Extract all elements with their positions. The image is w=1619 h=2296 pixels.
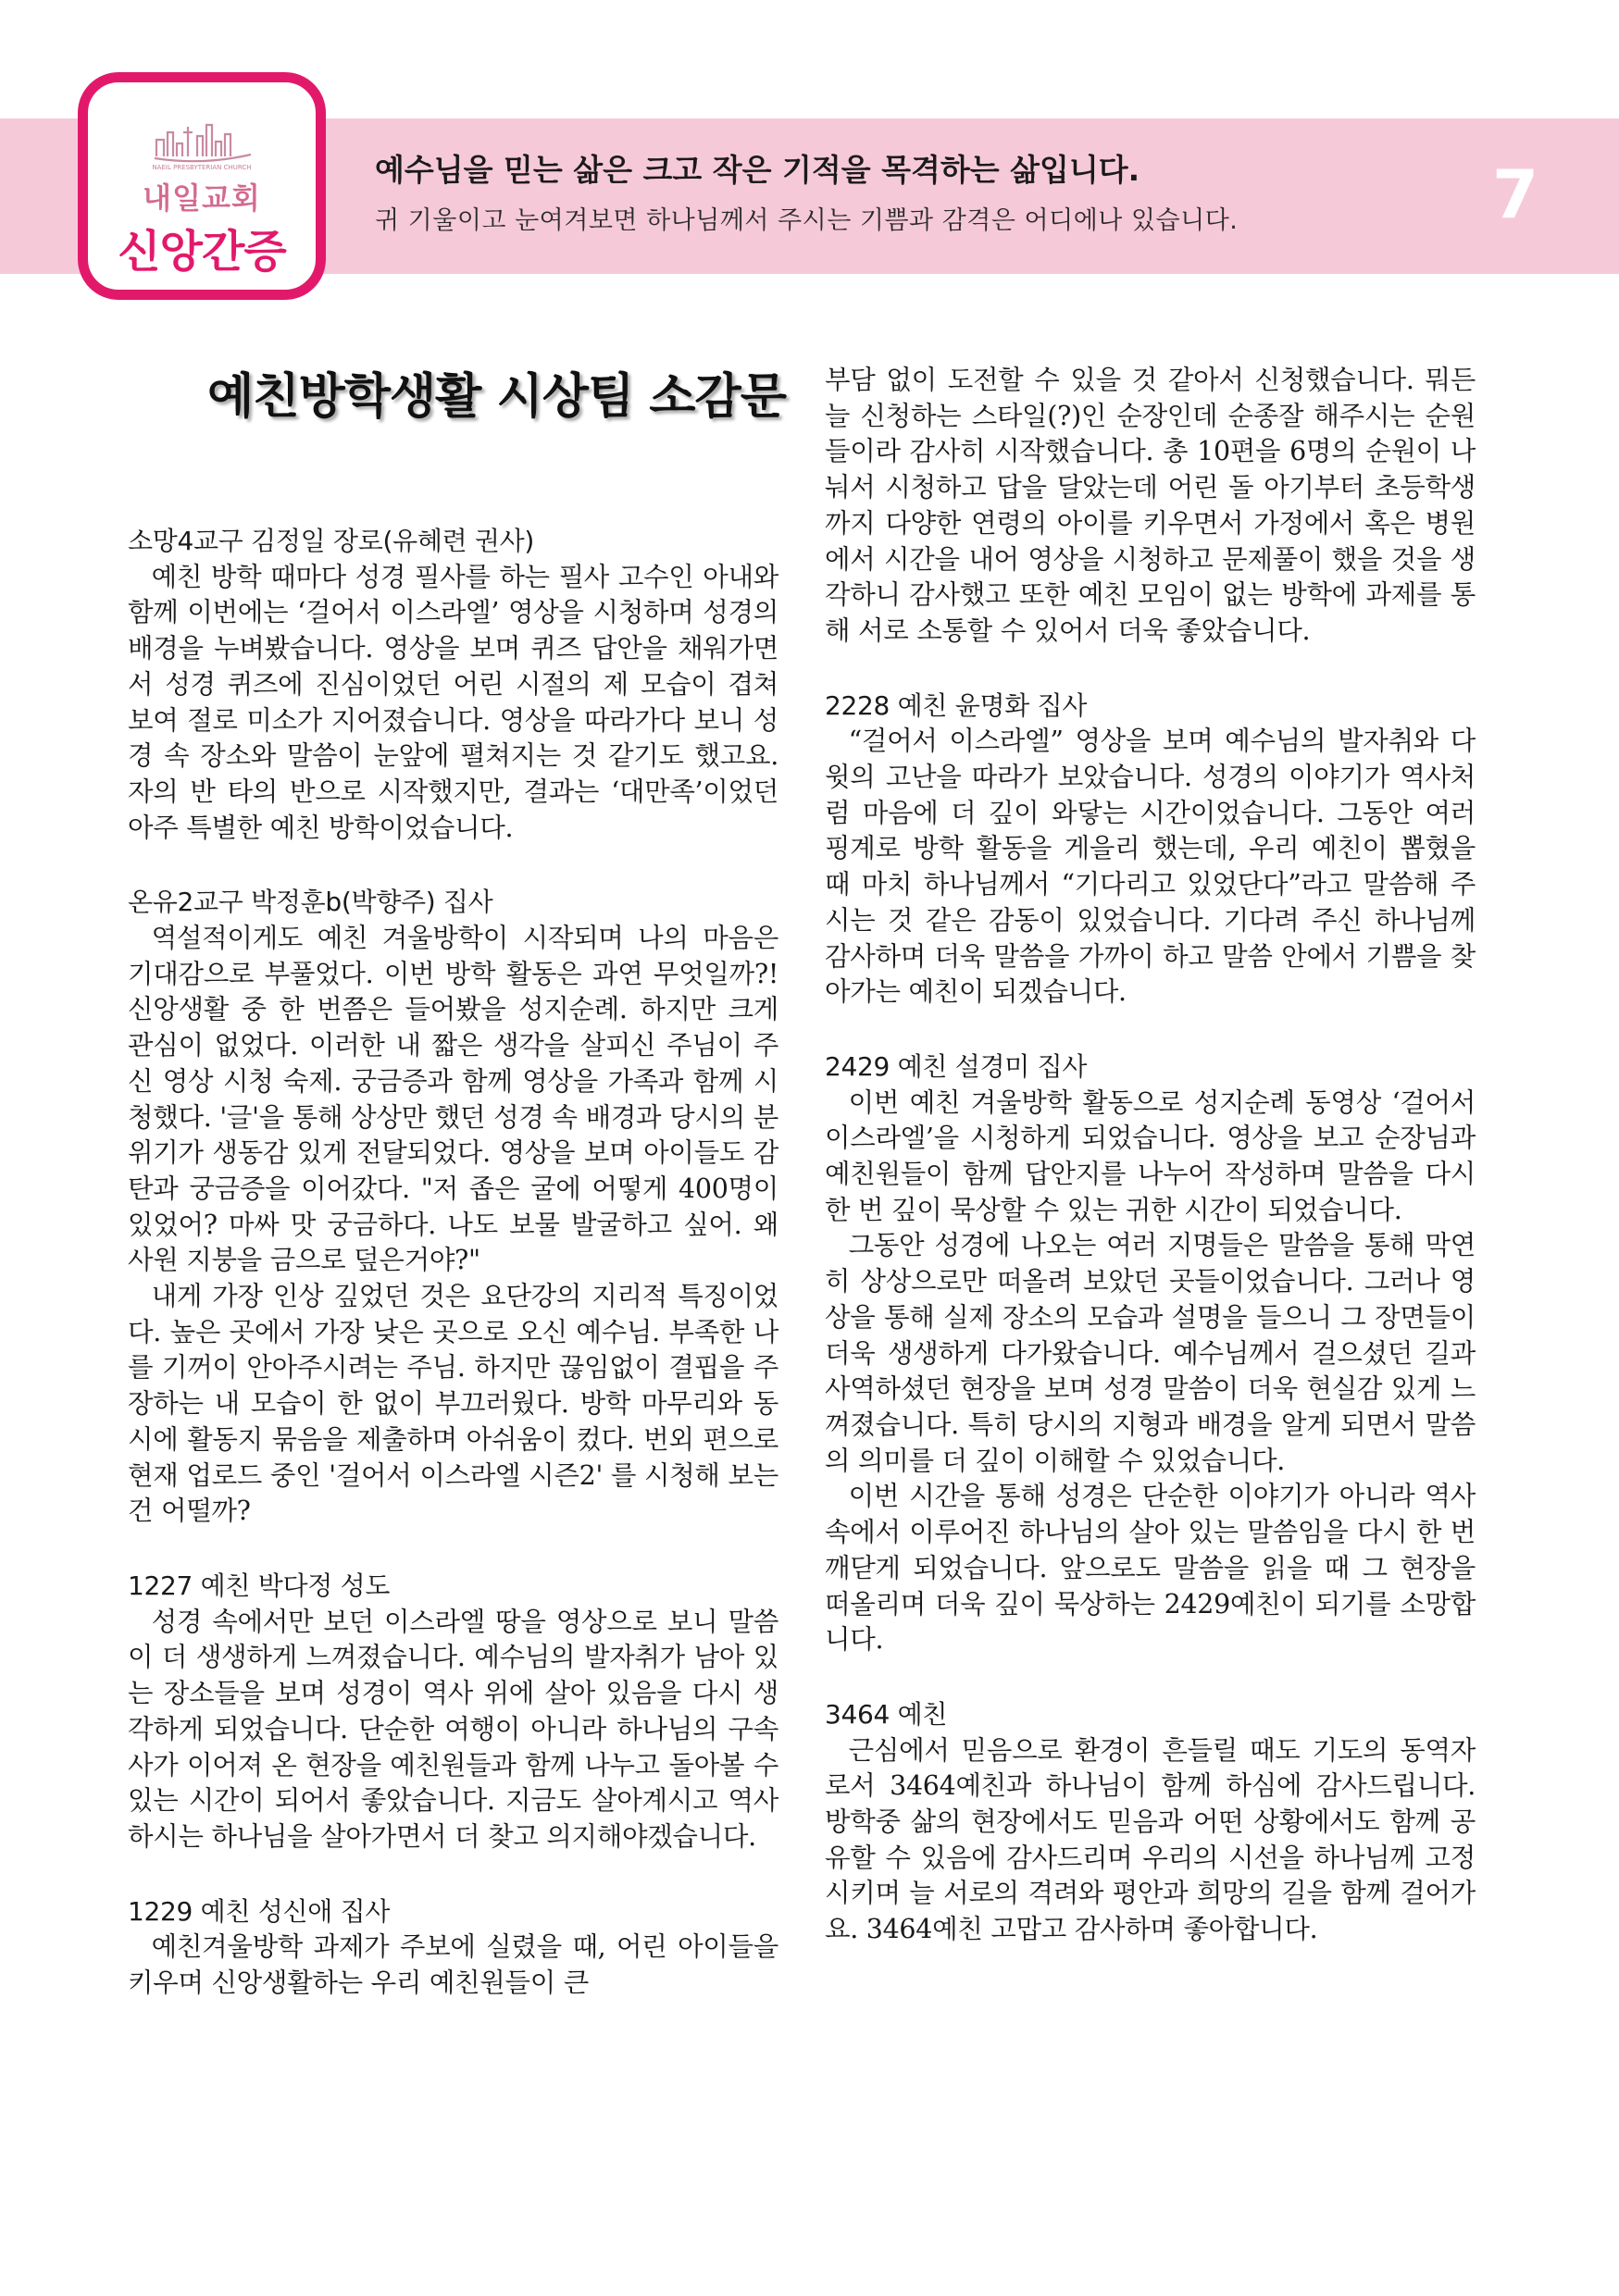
- header-subline: 귀 기울이고 눈여겨보면 하나님께서 주시는 기쁨과 감격은 어디에나 있습니다.: [375, 206, 1239, 235]
- testimony-paragraph: 예친겨울방학 과제가 주보에 실렸을 때, 어린 아이들을 키우며 신앙생활하는 우리 예친원들이 큰: [128, 1931, 778, 1999]
- testimony-paragraph: 내게 가장 인상 깊었던 것은 요단강의 지리적 특징이었다. 높은 곳에서 가장 낮은 곳으로 오신 예수님. 부족한 나를 기꺼이 안아주시려는 주님. 하지만 끊임없이 결핍을 주장하는 내 모습이 한 없이 부끄러웠다. 방학 마무리와 동시에 활동지 묶음을 제출하며 아쉬움이 컸다. 번외 편으로 현재 업로드 중인 '걸어서 이스라엘 시즌2' 를 시청해 보는 건 어떨까?: [128, 1281, 778, 1527]
- testimony-entry-continued: [825, 363, 1476, 650]
- testimony-paragraph: 이번 예친 겨울방학 활동으로 성지순례 동영상 ‘걸어서 이스라엘’을 시청하게 되었습니다. 영상을 보고 순장님과 예친원들이 함께 답안지를 나누어 작성하며 말씀을 다시 한 번 깊이 묵상할 수 있는 귀한 시간이 되었습니다.: [825, 1086, 1476, 1225]
- right-column: [825, 363, 1476, 1987]
- testimony-paragraph: 그동안 성경에 나오는 여러 지명들은 말씀을 통해 막연히 상상으로만 떠올려 보았던 곳들이었습니다. 그러나 영상을 통해 실제 장소의 모습과 설명을 들으니 그 장면들이 더욱 생생하게 다가왔습니다. 예수님께서 걸으셨던 길과 사역하셨던 현장을 보며 성경 말씀이 더욱 현실감 있게 느껴졌습니다. 특히 당시의 지형과 배경을 알게 되면서 말씀의 의미를 더 깊이 이해할 수 있었습니다.: [825, 1230, 1476, 1476]
- church-skyline-icon: [153, 119, 253, 164]
- testimony-entry: [128, 1894, 778, 2002]
- testimony-entry: [825, 1049, 1476, 1658]
- testimony-author: 3464 예친: [825, 1698, 948, 1730]
- testimony-entry: [128, 524, 778, 846]
- testimony-paragraph: “걸어서 이스라엘” 영상을 보며 예수님의 발자취와 다윗의 고난을 따라가 보았습니다. 성경의 이야기가 역사처럼 마음에 더 깊이 와닿는 시간이었습니다. 그동안 여러 핑계로 방학 활동을 게을리 했는데, 우리 예친이 뽑혔을 때 마치 하나님께서 “기다리고 있었단다”라고 말씀해 주시는 것 같은 감동이 있었습니다. 기다려 주신 하나님께 감사하며 더욱 말씀을 가까이 하고 말씀 안에서 기쁨을 찾아가는 예친이 되겠습니다.: [825, 726, 1476, 1008]
- left-column: [128, 524, 778, 2041]
- testimony-author: 온유2교구 박정훈b(박향주) 집사: [128, 887, 493, 918]
- testimony-paragraph: 이번 시간을 통해 성경은 단순한 이야기가 아니라 역사 속에서 이루어진 하나님의 살아 있는 말씀임을 다시 한 번 깨닫게 되었습니다. 앞으로도 말씀을 읽을 때 그 현장을 떠올리며 더욱 깊이 묵상하는 2429예친이 되기를 소망합니다.: [825, 1481, 1476, 1656]
- article-title: 예친방학생활 시상팀 소감문: [207, 369, 786, 425]
- testimony-author: 2429 예친 설경미 집사: [825, 1050, 1088, 1082]
- page-number: 7: [1492, 155, 1539, 233]
- testimony-paragraph: 근심에서 믿음으로 환경이 흔들릴 때도 기도의 동역자로서 3464예친과 하나님이 함께 하심에 감사드립니다. 방학중 삶의 현장에서도 믿음과 어떤 상황에서도 함께 공유할 수 있음에 감사드리며 우리의 시선을 하나님께 고정시키며 늘 서로의 격려와 평안과 희망의 길을 함께 걸어가요. 3464예친 고맙고 감사하며 좋아합니다.: [825, 1734, 1476, 1945]
- testimony-entry: [128, 885, 778, 1530]
- church-name: 내일교회: [143, 180, 261, 216]
- testimony-entry: [825, 1697, 1476, 1948]
- testimony-entry: [128, 1569, 778, 1855]
- testimony-author: 1227 예친 박다정 성도: [128, 1570, 391, 1601]
- testimony-paragraph: 예친 방학 때마다 성경 필사를 하는 필사 고수인 아내와 함께 이번에는 ‘걸어서 이스라엘’ 영상을 시청하며 성경의 배경을 누벼봤습니다. 영상을 보며 퀴즈 답안을 채워가면서 성경 퀴즈에 진심이었던 어린 시절의 제 모습이 겹쳐 보여 절로 미소가 지어졌습니다. 영상을 따라가다 보니 성경 속 장소와 말씀이 눈앞에 펼쳐지는 것 같기도 했고요. 자의 반 타의 반으로 시작했지만, 결과는 ‘대만족’이었던 아주 특별한 예친 방학이었습니다.: [128, 561, 778, 843]
- testimony-paragraph: 성경 속에서만 보던 이스라엘 땅을 영상으로 보니 말씀이 더 생생하게 느껴졌습니다. 예수님의 발자취가 남아 있는 장소들을 보며 성경이 역사 위에 살아 있음을 다시 생각하게 되었습니다. 단순한 여행이 아니라 하나님의 구속사가 이어져 온 현장을 예친원들과 함께 나누고 돌아볼 수 있는 시간이 되어서 좋았습니다. 지금도 살아계시고 역사하시는 하나님을 살아가면서 더 찾고 의지해야겠습니다.: [128, 1606, 778, 1852]
- header-headline: 예수님을 믿는 삶은 크고 작은 기적을 목격하는 삶입니다.: [375, 152, 1140, 188]
- testimony-author: 소망4교구 김정일 장로(유혜련 권사): [128, 526, 535, 556]
- testimony-author: 2228 예친 윤명화 집사: [825, 689, 1088, 721]
- section-label: 신앙간증: [118, 226, 286, 278]
- section-logo: [78, 72, 326, 300]
- church-name-small: NAEIL PRESBYTERIAN CHURCH: [152, 164, 252, 171]
- testimony-paragraph: 부담 없이 도전할 수 있을 것 같아서 신청했습니다. 뭐든 늘 신청하는 스타일(?)인 순장인데 순종잘 해주시는 순원들이라 감사히 시작했습니다. 총 10편을 6명의 순원이 나눠서 시청하고 답을 달았는데 어린 돌 아기부터 초등학생까지 다양한 연령의 아이를 키우면서 가정에서 혹은 병원에서 시간을 내어 영상을 시청하고 문제풀이 했을 것을 생각하니 감사했고 또한 예친 모임이 없는 방학에 과제를 통해 서로 소통할 수 있어서 더욱 좋았습니다.: [825, 365, 1476, 646]
- testimony-author: 1229 예친 성신애 집사: [128, 1895, 391, 1927]
- testimony-entry: [825, 689, 1476, 1011]
- testimony-paragraph: 역설적이게도 예친 겨울방학이 시작되며 나의 마음은 기대감으로 부풀었다. 이번 방학 활동은 과연 무엇일까?! 신앙생활 중 한 번쯤은 들어봤을 성지순례. 하지만 크게 관심이 없었다. 이러한 내 짧은 생각을 살피신 주님이 주신 영상 시청 숙제. 궁금증과 함께 영상을 가족과 함께 시청했다. '글'을 통해 상상만 했던 성경 속 배경과 당시의 분위기가 생동감 있게 전달되었다. 영상을 보며 아이들도 감탄과 궁금증을 이어갔다. "저 좁은 굴에 어떻게 400명이 있었어? 마싸 맛 궁금하다. 나도 보물 발굴하고 싶어. 왜 사원 지붕을 금으로 덮은거야?": [128, 923, 778, 1276]
